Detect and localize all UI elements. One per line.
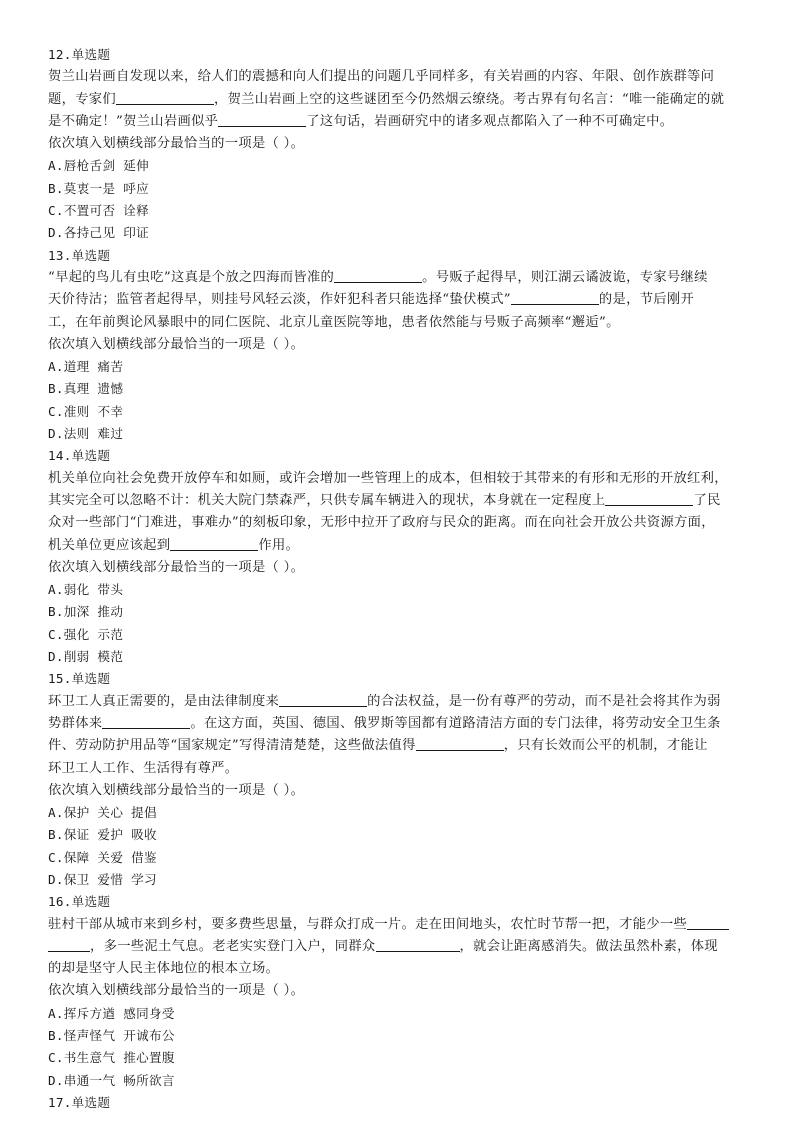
question-number: 13.单选题 (48, 247, 111, 263)
question-prompt: 依次填入划横线部分最恰当的一项是（ ）。 (48, 136, 305, 152)
option-b[interactable]: B.保证 爱护 吸收 (48, 827, 157, 843)
question-text-line: 贺兰山岩画自发现以来，给人们的震撼和向人们提出的问题几乎同样多，有关岩画的内容、年限、创作族群等问 (48, 69, 715, 85)
question-prompt: 依次填入划横线部分最恰当的一项是（ ）。 (48, 336, 305, 352)
question-number: 17.单选题 (48, 1094, 111, 1110)
option-b[interactable]: B.怪声怪气 开诚布公 (48, 1028, 175, 1044)
option-a[interactable]: A.弱化 带头 (48, 582, 124, 598)
question-text-line: 是不确定！”贺兰山岩画似乎 了这句话，岩画研究中的诸多观点都陷入了一种不可确定中。 (48, 113, 674, 129)
option-d[interactable]: D.保卫 爱惜 学习 (48, 871, 157, 887)
answer-blank (376, 937, 460, 952)
answer-blank (511, 290, 599, 305)
question-text-line: 其实完全可以忽略不计：机关大院门禁森严，只供专属车辆进入的现状，本身就在一定程度上 了民 (48, 492, 721, 508)
option-a[interactable]: A.保护 关心 提倡 (48, 805, 157, 821)
option-c[interactable]: C.保障 关爱 借鉴 (48, 849, 157, 865)
answer-blank (334, 268, 422, 283)
question-text-line: ，多一些泥土气息。老老实实登门入户，同群众 ，就会让距离感消失。做法虽然朴素，体现 (48, 936, 760, 958)
option-c[interactable]: C.书生意气 推心置腹 (48, 1050, 175, 1066)
answer-blank (279, 692, 367, 707)
answer-blank (416, 736, 504, 751)
question-17 (48, 1092, 760, 1114)
question-text-line: “早起的鸟儿有虫吃”这真是个放之四海而皆准的 。号贩子起得早，则江湖云谲波诡，专家号继续 (48, 269, 708, 285)
question-prompt: 依次填入划横线部分最恰当的一项是（ ）。 (48, 559, 305, 575)
option-a[interactable]: A.道理 痛苦 (48, 359, 124, 375)
question-text-line: 件、劳动防护用品等“国家规定”写得清清楚楚，这些做法值得 ，只有长效而公平的机制，才能让 (48, 738, 708, 754)
answer-blank (605, 491, 693, 506)
option-b[interactable]: B.加深 推动 (48, 604, 124, 620)
option-a[interactable]: A.唇枪舌剑 延伸 (48, 158, 150, 174)
question-text-line: 天价待沽；监管者起得早，则挂号风轻云淡，作奸犯科者只能选择“蛰伏模式” 的是，节后刚开 (48, 292, 695, 308)
exam-page (48, 44, 760, 1114)
question-number: 15.单选题 (48, 671, 111, 687)
question-text-line: 题，专家们 ，贺兰山岩画上空的这些谜团至今仍然烟云缭绕。考古界有句名言：“唯一能确定的就 (48, 91, 725, 107)
question-text-line: 机关单位更应该起到 作用。 (48, 537, 300, 553)
question-16 (48, 891, 760, 1092)
question-number: 16.单选题 (48, 894, 111, 910)
question-text-line: 环卫工人真正需要的，是由法律制度来 的合法权益，是一份有尊严的劳动，而不是社会将其作为弱 (48, 693, 721, 709)
answer-blank (218, 112, 306, 127)
question-text-line: 的却是坚守人民主体地位的根本立场。 (48, 961, 280, 977)
option-d[interactable]: D.法则 难过 (48, 426, 124, 442)
answer-blank (102, 714, 190, 729)
option-a[interactable]: A.挥斥方遒 感同身受 (48, 1005, 175, 1021)
answer-blank (116, 90, 214, 105)
answer-blank (687, 915, 729, 930)
option-c[interactable]: C.不置可否 诠释 (48, 203, 150, 219)
question-text-line: 势群体来 。在这方面，英国、德国、俄罗斯等国都有道路清洁方面的专门法律，将劳动安全卫生条 (48, 715, 721, 731)
option-c[interactable]: C.准则 不幸 (48, 403, 124, 419)
question-12 (48, 44, 760, 245)
question-number: 12.单选题 (48, 47, 111, 62)
question-number: 14.单选题 (48, 448, 111, 464)
question-text-line: 驻村干部从城市来到乡村，要多费些思量，与群众打成一片。走在田间地头，农忙时节帮一把，才能少一些 (48, 914, 760, 936)
answer-blank (170, 536, 258, 551)
option-d[interactable]: D.各持己见 印证 (48, 225, 150, 241)
question-text-line: 众对一些部门“门难进，事难办”的刻板印象，无形中拉开了政府与民众的距离。而在向社会开放公共资源方面， (48, 515, 715, 531)
option-d[interactable]: D.削弱 模范 (48, 649, 124, 665)
question-prompt: 依次填入划横线部分最恰当的一项是（ ）。 (48, 782, 305, 798)
question-15 (48, 668, 760, 891)
option-b[interactable]: B.莫衷一是 呼应 (48, 180, 150, 196)
question-14 (48, 445, 760, 668)
option-d[interactable]: D.串通一气 畅所欲言 (48, 1072, 175, 1088)
question-text-line: 环卫工人工作、生活得有尊严。 (48, 760, 239, 776)
question-text-line: 工，在年前舆论风暴眼中的同仁医院、北京儿童医院等地，患者依然能与号贩子高频率“邂逅”。 (48, 314, 620, 330)
question-13 (48, 245, 760, 446)
question-prompt: 依次填入划横线部分最恰当的一项是（ ）。 (48, 983, 305, 999)
answer-blank (48, 937, 90, 952)
question-text-line: 机关单位向社会免费开放停车和如厕，或许会增加一些管理上的成本，但相较于其带来的有形和无形的开放红利， (48, 470, 728, 486)
option-b[interactable]: B.真理 遗憾 (48, 381, 124, 397)
option-c[interactable]: C.强化 示范 (48, 626, 124, 642)
